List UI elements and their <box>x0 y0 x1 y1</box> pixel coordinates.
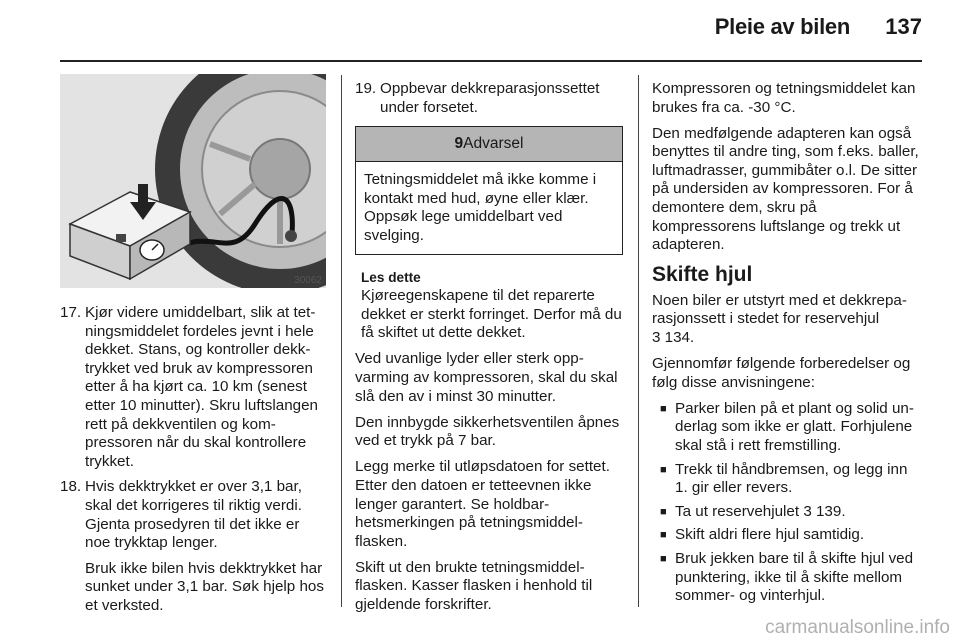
watermark: carmanualsonline.info <box>765 617 950 638</box>
bullet-item <box>652 400 922 456</box>
bullet-icon: ■ <box>660 552 667 565</box>
bullet-item <box>652 461 922 498</box>
bullet-icon: ■ <box>660 505 667 518</box>
paragraph: Den medfølgende adapteren kan også benyttes til andre ting, som f.eks. baller, luftmadrasser, gummibåter o.l. De sitter på undersiden av kompressoren. For å demontere dem, skru på kompressorens luftslange og trekk ut adapteren. <box>652 124 919 254</box>
section-intro-text: Noen biler er utstyrt med et dekkreparasjonssett i stedet for reservehjul <box>652 291 907 328</box>
bullet-icon: ■ <box>660 463 667 476</box>
step-text: Hvis dekktrykket er over 3,1 bar, skal det korrigeres til riktig verdi. Gjenta prosedyren til det ikke er noe trykktap lenger. <box>85 478 302 552</box>
bullet-text: Skift aldri flere hjul samtidig. <box>675 526 865 544</box>
warning-icon: 9 <box>454 135 464 153</box>
note-text: Kjøreegenskapene til det reparerte dekket er sterkt forringet. Derfor må du få skiftet ut dette dekket. <box>361 287 622 342</box>
bullet-item <box>652 550 922 606</box>
bullet-text: Bruk jekken bare til å skifte hjul ved punktering, ikke til å skifte mellom sommer- og vinterhjul. <box>675 549 914 605</box>
figure-number: 30062 <box>294 275 322 286</box>
step-number: 19. <box>355 80 377 97</box>
column-2 <box>355 80 623 622</box>
bullet-text: Trekk til håndbremsen, og legg inn 1. gir eller revers. <box>675 460 908 497</box>
section-title: Skifte hjul <box>652 262 753 286</box>
paragraph: Skift ut den brukte tetningsmiddelflasken. Kasser flasken i henhold til gjeldende forskrifter. <box>355 558 593 614</box>
paragraph: Gjennomfør følgende forberedelser og følg disse anvisningene: <box>652 355 911 391</box>
step-18 <box>60 478 326 615</box>
paragraph: Legg merke til utløpsdatoen for settet. Etter den datoen er tetteevnen ikke lenger garantert. Se holdbarhetsmerkingen på tetningsmiddelflasken. <box>355 458 610 550</box>
step-text: Kjør videre umiddelbart, slik at tetningsmiddelet fordeles jevnt i hele dekket. Stans, og kontroller dekktrykket ved bruk av kompressoren etter å ha kjørt ca. 10 km (senest etter 10 minutter). Skru luftslangen rett på dekkventilen og kompressoren når du skal kontrollere trykket. <box>85 304 318 470</box>
step-text: Bruk ikke bilen hvis dekktrykket har sunket under 3,1 bar. Søk hjelp hos et verksted. <box>85 559 324 614</box>
compressor-illustration <box>60 74 326 288</box>
column-1 <box>60 304 326 623</box>
step-17 <box>60 304 326 471</box>
note-title: Les dette <box>361 269 421 285</box>
bullet-text: Ta ut reservehjulet 3 139. <box>675 502 846 520</box>
warning-title: Advarsel <box>463 135 524 153</box>
bullet-item <box>652 503 922 522</box>
compressor-drawing <box>60 74 326 288</box>
column-divider <box>638 75 639 607</box>
step-text: Oppbevar dekkreparasjonssettet under forsetet. <box>380 80 600 116</box>
page-header-title: Pleie av bilen <box>714 14 850 39</box>
bullet-item <box>652 526 922 545</box>
step-number: 18. <box>60 478 82 496</box>
warning-box <box>355 126 623 254</box>
column-divider <box>341 75 342 607</box>
header-rule <box>60 60 922 62</box>
step-19 <box>355 80 623 117</box>
page-reference: 3 134. <box>652 329 695 347</box>
column-3 <box>652 80 922 611</box>
bullet-text: Parker bilen på et plant og solid underlag som ikke er glatt. Forhjulene skal stå i rett fremstilling. <box>675 399 914 454</box>
page-number: 137 <box>885 14 922 39</box>
bullet-icon: ■ <box>660 529 667 542</box>
paragraph: Kompressoren og tetningsmiddelet kan brukes fra ca. -30 °C. <box>652 80 916 116</box>
warning-header <box>356 127 622 162</box>
paragraph: Ved uvanlige lyder eller sterk oppvarming av kompressoren, skal du skal slå den av i minst 30 minutter. <box>355 350 618 405</box>
bullet-icon: ■ <box>660 402 667 415</box>
paragraph: Den innbygde sikkerhetsventilen åpnes ved et trykk på 7 bar. <box>355 413 620 450</box>
note-block <box>355 269 623 343</box>
section-intro <box>652 292 922 348</box>
step-number: 17. <box>60 304 82 321</box>
warning-text: Tetningsmiddelet må ikke komme i kontakt med hud, øyne eller klær. Oppsøk lege umiddelbart ved svelging. <box>364 171 597 244</box>
